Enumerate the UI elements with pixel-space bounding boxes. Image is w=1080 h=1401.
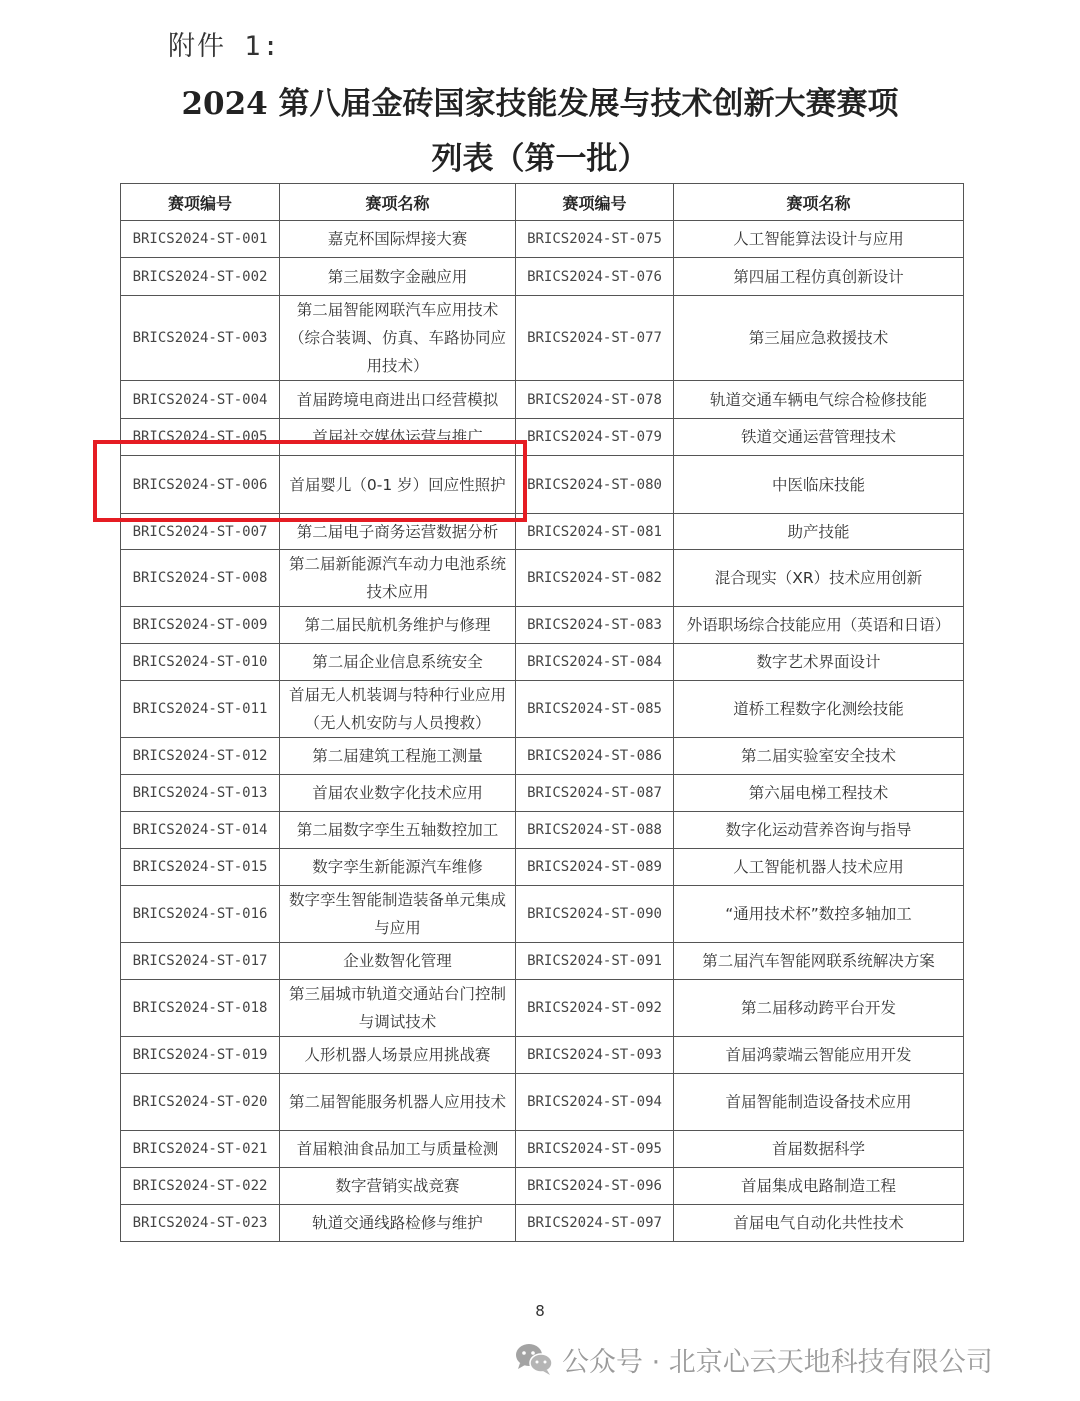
competition-name: 首届电气自动化共性技术	[674, 1205, 964, 1242]
table-row	[121, 419, 964, 456]
competition-name: 第二届智能网联汽车应用技术（综合装调、仿真、车路协同应用技术）	[280, 296, 516, 381]
competition-code: BRICS2024-ST-097	[516, 1205, 674, 1242]
competition-name: 首届农业数字化技术应用	[280, 775, 516, 812]
competition-code: BRICS2024-ST-009	[121, 607, 280, 644]
table-row	[121, 221, 964, 258]
competition-name: 第二届实验室安全技术	[674, 738, 964, 775]
table-row	[121, 1205, 964, 1242]
competition-name: 数字艺术界面设计	[674, 644, 964, 681]
competition-name: 数字孪生智能制造装备单元集成与应用	[280, 886, 516, 943]
competition-name: 首届跨境电商进出口经营模拟	[280, 381, 516, 419]
competition-code: BRICS2024-ST-013	[121, 775, 280, 812]
competition-table	[120, 183, 964, 1242]
table-row	[121, 738, 964, 775]
competition-code: BRICS2024-ST-004	[121, 381, 280, 419]
competition-code: BRICS2024-ST-096	[516, 1168, 674, 1205]
competition-name: 首届鸿蒙端云智能应用开发	[674, 1037, 964, 1074]
competition-code: BRICS2024-ST-002	[121, 258, 280, 296]
competition-code: BRICS2024-ST-083	[516, 607, 674, 644]
table-row	[121, 775, 964, 812]
competition-code: BRICS2024-ST-017	[121, 943, 280, 980]
column-header-code: 赛项编号	[516, 184, 674, 221]
competition-name: 外语职场综合技能应用（英语和日语）	[674, 607, 964, 644]
competition-code: BRICS2024-ST-079	[516, 419, 674, 456]
table-row	[121, 296, 964, 381]
competition-name: 第二届电子商务运营数据分析	[280, 514, 516, 550]
competition-code: BRICS2024-ST-016	[121, 886, 280, 943]
table-row	[121, 644, 964, 681]
competition-name: 人工智能机器人技术应用	[674, 849, 964, 886]
table-header-row	[121, 184, 964, 221]
competition-name: 首届集成电路制造工程	[674, 1168, 964, 1205]
competition-code: BRICS2024-ST-003	[121, 296, 280, 381]
competition-code: BRICS2024-ST-076	[516, 258, 674, 296]
competition-code: BRICS2024-ST-022	[121, 1168, 280, 1205]
competition-name: 首届婴儿（0-1 岁）回应性照护	[280, 456, 516, 514]
competition-code: BRICS2024-ST-015	[121, 849, 280, 886]
table-row	[121, 886, 964, 943]
table-row	[121, 514, 964, 550]
table-row	[121, 607, 964, 644]
competition-code: BRICS2024-ST-012	[121, 738, 280, 775]
competition-name: 首届粮油食品加工与质量检测	[280, 1131, 516, 1168]
competition-code: BRICS2024-ST-089	[516, 849, 674, 886]
watermark-text: 公众号 · 北京心云天地科技有限公司	[562, 1346, 993, 1378]
column-header-name: 赛项名称	[280, 184, 516, 221]
competition-code: BRICS2024-ST-082	[516, 550, 674, 607]
competition-code: BRICS2024-ST-080	[516, 456, 674, 514]
competition-name: 第二届建筑工程施工测量	[280, 738, 516, 775]
competition-name: 第二届企业信息系统安全	[280, 644, 516, 681]
competition-name: 第二届民航机务维护与修理	[280, 607, 516, 644]
table-row	[121, 681, 964, 738]
competition-code: BRICS2024-ST-021	[121, 1131, 280, 1168]
competition-code: BRICS2024-ST-091	[516, 943, 674, 980]
competition-code: BRICS2024-ST-008	[121, 550, 280, 607]
competition-name: 第二届新能源汽车动力电池系统技术应用	[280, 550, 516, 607]
competition-name: 第二届数字孪生五轴数控加工	[280, 812, 516, 849]
competition-name: 轨道交通线路检修与维护	[280, 1205, 516, 1242]
competition-code: BRICS2024-ST-005	[121, 419, 280, 456]
competition-name: 第六届电梯工程技术	[674, 775, 964, 812]
competition-name: 数字化运动营养咨询与指导	[674, 812, 964, 849]
competition-code: BRICS2024-ST-001	[121, 221, 280, 258]
table-row	[121, 1074, 964, 1131]
competition-name: 第二届智能服务机器人应用技术	[280, 1074, 516, 1131]
competition-code: BRICS2024-ST-014	[121, 812, 280, 849]
table-row	[121, 980, 964, 1037]
document-title: 2024 第八届金砖国家技能发展与技术创新大赛赛项	[181, 86, 899, 122]
competition-name: 第四届工程仿真创新设计	[674, 258, 964, 296]
competition-name: 嘉克杯国际焊接大赛	[280, 221, 516, 258]
table-row	[121, 812, 964, 849]
attachment-label: 附件 1:	[168, 31, 281, 62]
competition-name: 人工智能算法设计与应用	[674, 221, 964, 258]
table-body	[121, 221, 964, 1242]
competition-code: BRICS2024-ST-093	[516, 1037, 674, 1074]
competition-name: 中医临床技能	[674, 456, 964, 514]
competition-name: 铁道交通运营管理技术	[674, 419, 964, 456]
competition-name: 助产技能	[674, 514, 964, 550]
competition-code: BRICS2024-ST-095	[516, 1131, 674, 1168]
competition-code: BRICS2024-ST-077	[516, 296, 674, 381]
competition-code: BRICS2024-ST-019	[121, 1037, 280, 1074]
competition-code: BRICS2024-ST-023	[121, 1205, 280, 1242]
competition-name: 道桥工程数字化测绘技能	[674, 681, 964, 738]
competition-name: 首届社交媒体运营与推广	[280, 419, 516, 456]
competition-code: BRICS2024-ST-006	[121, 456, 280, 514]
table-row	[121, 550, 964, 607]
watermark	[514, 1337, 993, 1381]
competition-name: 第三届应急救援技术	[674, 296, 964, 381]
competition-code: BRICS2024-ST-094	[516, 1074, 674, 1131]
competition-name: 第二届移动跨平台开发	[674, 980, 964, 1037]
competition-name: 数字营销实战竞赛	[280, 1168, 516, 1205]
competition-code: BRICS2024-ST-090	[516, 886, 674, 943]
competition-code: BRICS2024-ST-092	[516, 980, 674, 1037]
competition-code: BRICS2024-ST-010	[121, 644, 280, 681]
competition-code: BRICS2024-ST-011	[121, 681, 280, 738]
table-row	[121, 456, 964, 514]
competition-name: 数字孪生新能源汽车维修	[280, 849, 516, 886]
page-number: 8	[535, 1302, 545, 1320]
competition-code: BRICS2024-ST-085	[516, 681, 674, 738]
competition-name: 第二届汽车智能网联系统解决方案	[674, 943, 964, 980]
wechat-icon	[514, 1342, 554, 1376]
competition-name: 首届数据科学	[674, 1131, 964, 1168]
table-row	[121, 381, 964, 419]
competition-code: BRICS2024-ST-018	[121, 980, 280, 1037]
competition-code: BRICS2024-ST-081	[516, 514, 674, 550]
column-header-code: 赛项编号	[121, 184, 280, 221]
table-row	[121, 849, 964, 886]
column-header-name: 赛项名称	[674, 184, 964, 221]
competition-name: 企业数智化管理	[280, 943, 516, 980]
competition-name: “通用技术杯”数控多轴加工	[674, 886, 964, 943]
competition-code: BRICS2024-ST-084	[516, 644, 674, 681]
table-row	[121, 1168, 964, 1205]
competition-code: BRICS2024-ST-078	[516, 381, 674, 419]
table-row	[121, 258, 964, 296]
competition-name: 首届无人机装调与特种行业应用（无人机安防与人员搜救）	[280, 681, 516, 738]
competition-code: BRICS2024-ST-088	[516, 812, 674, 849]
document-title-line2: 列表（第一批）	[431, 141, 649, 177]
competition-name: 首届智能制造设备技术应用	[674, 1074, 964, 1131]
competition-name: 人形机器人场景应用挑战赛	[280, 1037, 516, 1074]
competition-name: 混合现实（XR）技术应用创新	[674, 550, 964, 607]
table-row	[121, 1037, 964, 1074]
competition-code: BRICS2024-ST-086	[516, 738, 674, 775]
competition-code: BRICS2024-ST-075	[516, 221, 674, 258]
competition-name: 轨道交通车辆电气综合检修技能	[674, 381, 964, 419]
table-row	[121, 943, 964, 980]
table-row	[121, 1131, 964, 1168]
competition-code: BRICS2024-ST-020	[121, 1074, 280, 1131]
competition-code: BRICS2024-ST-087	[516, 775, 674, 812]
competition-name: 第三届城市轨道交通站台门控制与调试技术	[280, 980, 516, 1037]
competition-name: 第三届数字金融应用	[280, 258, 516, 296]
competition-code: BRICS2024-ST-007	[121, 514, 280, 550]
